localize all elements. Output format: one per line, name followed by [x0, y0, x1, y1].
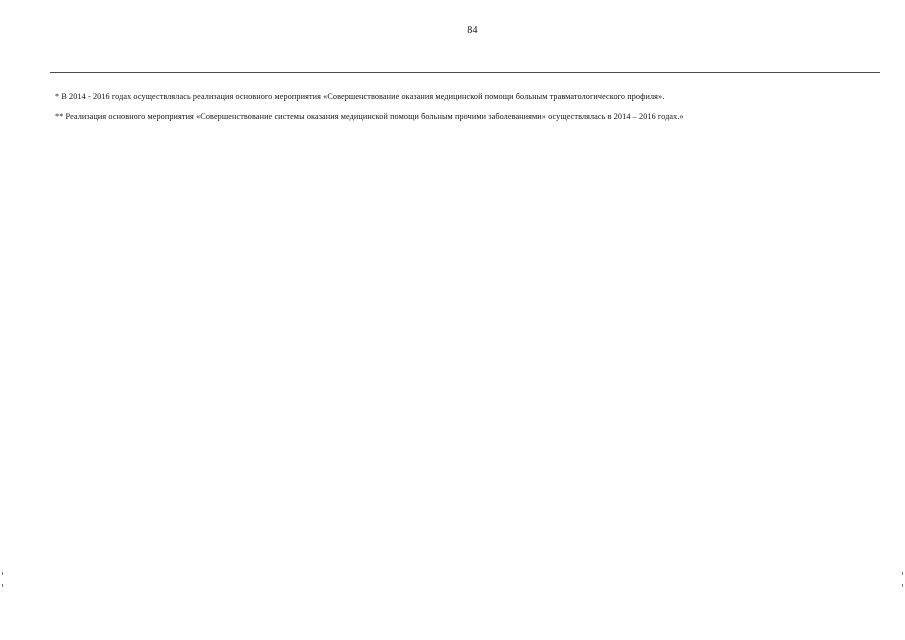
- footnotes-block: [55, 91, 900, 131]
- scan-edge-mark: [2, 572, 3, 575]
- footnote-2: ** Реализация основного мероприятия «Совершенствование системы оказания медицинской помощи больным прочими заболеваниями» осуществлялась в 2014 – 2016 годах.»: [55, 112, 684, 121]
- scan-edge-mark: [902, 572, 903, 575]
- page-number: 84: [467, 25, 478, 36]
- footnote-separator-line: [50, 72, 880, 73]
- footnote-1: * В 2014 - 2016 годах осуществлялась реализация основного мероприятия «Совершенствование оказания медицинской помощи больным травматологического профиля».: [55, 92, 665, 101]
- scan-edge-mark: [902, 584, 903, 587]
- scan-edge-mark: [2, 584, 3, 587]
